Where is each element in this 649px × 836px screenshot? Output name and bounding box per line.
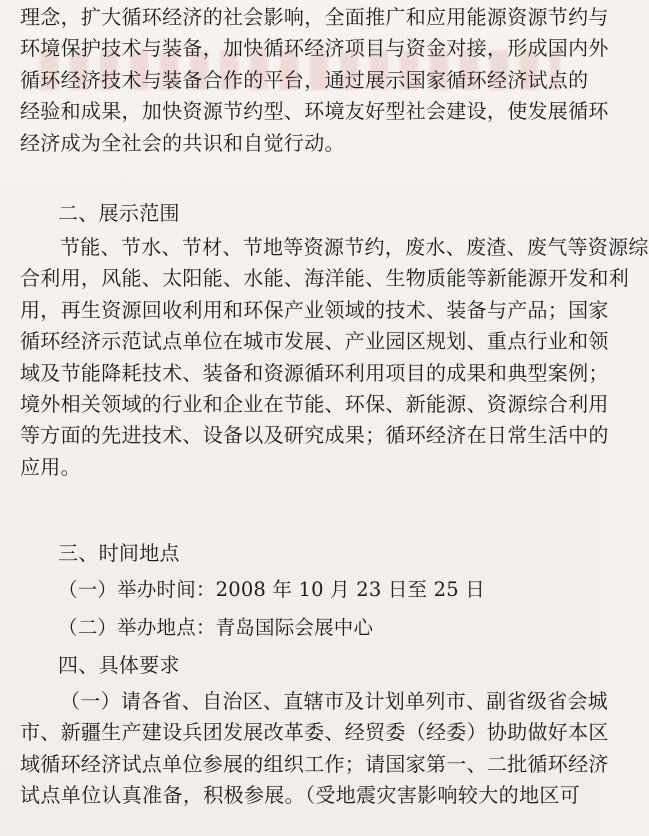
text-line: 循环经济技术与装备合作的平台，通过展示国家循环经济试点的 — [20, 67, 589, 92]
text-line: 理念，扩大循环经济的社会影响，全面推广和应用能源资源节约与 — [20, 5, 609, 29]
section-heading-time-place: 三、时间地点 — [58, 541, 180, 565]
text-line: 域循环经济试点单位参展的组织工作；请国家第一、二批循环经济 — [20, 751, 609, 776]
text-line: （一）请各省、自治区、直辖市及计划单列市、副省级省会城 — [60, 689, 609, 713]
text-line: 节能、节水、节材、节地等资源节约，废水、废渣、废气等资源综 — [60, 235, 649, 259]
text-line: 应用。 — [20, 454, 81, 479]
item-time: （一）举办时间：2008 年 10 月 23 日至 25 日 — [58, 578, 485, 601]
text-line: 境外相关领域的行业和企业在节能、环保、新能源、资源综合利用 — [20, 391, 609, 416]
text-line: 经济成为全社会的共识和自觉行动。 — [20, 130, 345, 155]
text-line: 合利用，风能、太阳能、水能、海洋能、生物质能等新能源开发和利 — [20, 266, 629, 291]
text-line: 循环经济示范试点单位在城市发展、产业园区规划、重点行业和领 — [20, 329, 609, 354]
section-heading-scope: 二、展示范围 — [58, 201, 180, 225]
section-heading-requirements: 四、具体要求 — [58, 653, 180, 677]
text-line: 试点单位认真准备，积极参展。（受地震灾害影响较大的地区可 — [20, 783, 580, 808]
paragraph-requirements — [20, 686, 609, 812]
paragraph-intro — [20, 2, 609, 159]
text-line: 域及节能降耗技术、装备和资源循环利用项目的成果和典型案例； — [20, 360, 609, 385]
item-place: （二）举办地点：青岛国际会展中心 — [58, 616, 374, 639]
paragraph-scope — [20, 232, 649, 483]
text-line: 经验和成果，加快资源节约型、环境友好型社会建设，使发展循环 — [20, 99, 609, 124]
text-line: 用，再生资源回收利用和环保产业领域的技术、装备与产品；国家 — [20, 297, 609, 322]
text-line: 环境保护技术与装备，加快循环经济项目与资金对接，形成国内外 — [20, 36, 609, 61]
text-line: 等方面的先进技术、设备以及研究成果；循环经济在日常生活中的 — [20, 423, 609, 448]
text-line: 市、新疆生产建设兵团发展改革委、经贸委（经委）协助做好本区 — [20, 720, 609, 745]
